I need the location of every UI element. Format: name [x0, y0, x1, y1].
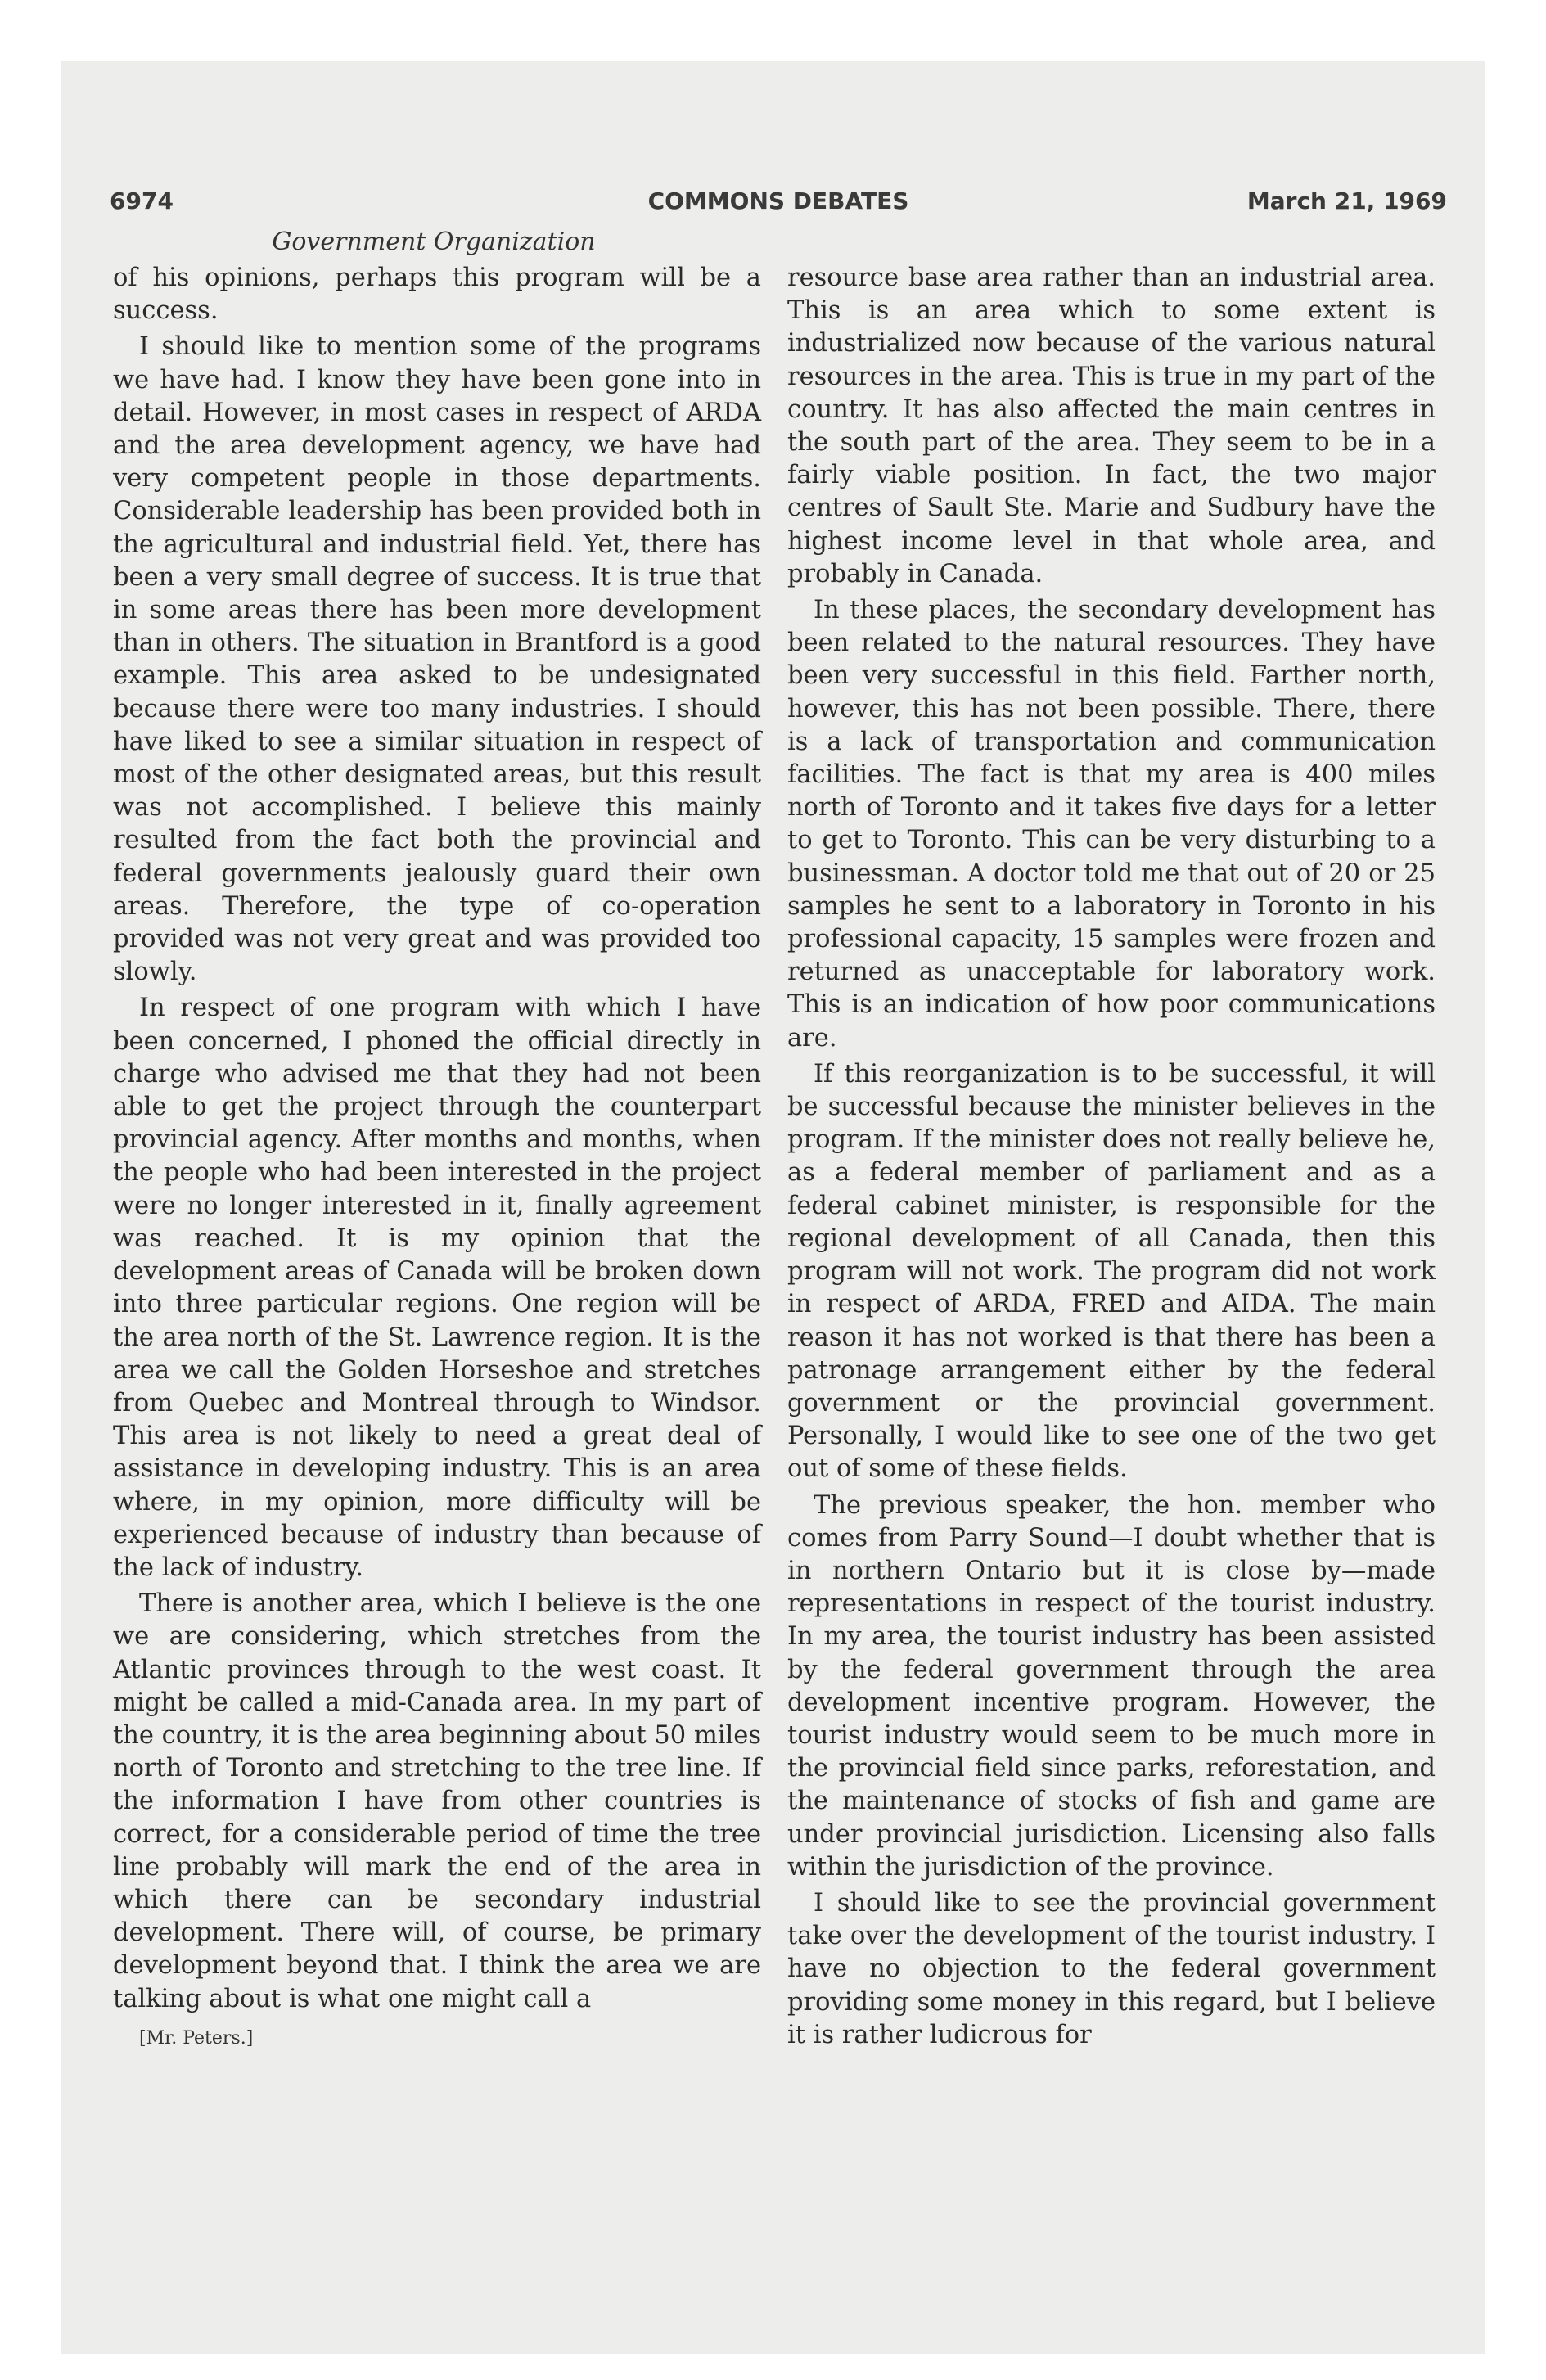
paragraph: resource base area rather than an industrial area. This is an area which to some extent is industrialized now because of the various natural resources in the area. This is true in my part of the country. It has also affected the main centres in the south part of the area. They seem to be in a fairly viable position. In fact, the two major centres of Sault Ste. Marie and Sudbury have the highest income level in that whole area, and probably in Canada.	[787, 264, 1436, 588]
page-date: March 21, 1969	[1246, 187, 1447, 214]
right-column	[787, 262, 1436, 2055]
paragraph: In these places, the secondary development has been related to the natural resources. They have been very successful in this field. Farther north, however, this has not been possible. There, there is a lack of transportation and communication facilities. The fact is that my area is 400 miles north of Toronto and it takes five days for a letter to get to Toronto. This can be very disturbing to a businessman. A doctor told me that out of 20 or 25 samples he sent to a laboratory in Toronto in his professional capacity, 15 samples were frozen and returned as unacceptable for laboratory work. This is an indication of how poor communications are.	[787, 596, 1436, 1053]
section-subheading: Government Organization	[272, 228, 596, 256]
publication-title: COMMONS DEBATES	[647, 187, 909, 214]
page-number: 6974	[110, 187, 174, 214]
paragraph: In respect of one program with which I have been concerned, I phoned the official directly in charge who advised me that they had not been able to get the project through the counterpart provincial agency. After months and months, when the people who had been interested in the project were no longer interested in it, finally agreement was reached. It is my opinion that the development areas of Canada will be broken down into three particular regions. One region will be the area north of the St. Lawrence region. It is the area we call the Golden Horseshoe and stretches from Quebec and Montreal through to Windsor. This area is not likely to need a great deal of assistance in developing industry. This is an area where, in my opinion, more difficulty will be experienced because of industry than because of the lack of industry.	[113, 994, 761, 1582]
left-column	[113, 262, 761, 2055]
paragraph: I should like to see the provincial government take over the development of the tourist industry. I have no objection to the federal government providing some money in this regard, but I believe it is rather ludicrous for	[787, 1888, 1436, 2049]
paragraph: There is another area, which I believe is the one we are considering, which stretches from the Atlantic provinces through to the west coast. It might be called a mid-Canada area. In my part of the country, it is the area beginning about 50 miles north of Toronto and stretching to the tree line. If the information I have from other countries is correct, for a considerable period of time the tree line probably will mark the end of the area in which there can be secondary industrial development. There will, of course, be primary development beyond that. I think the area we are talking about is what one might call a	[113, 1589, 761, 2013]
paragraph: The previous speaker, the hon. member who comes from Parry Sound—I doubt whether that is in northern Ontario but it is close by—made representations in respect of the tourist industry. In my area, the tourist industry has been assisted by the federal government through the area development incentive program. However, the tourist industry would seem to be much more in the provincial field since parks, reforestation, and the maintenance of stocks of fish and game are under provincial jurisdiction. Licensing also falls within the jurisdiction of the province.	[787, 1490, 1436, 1882]
speaker-reference: [Mr. Peters.]	[139, 2027, 254, 2049]
paragraph: If this reorganization is to be successful, it will be successful because the minister believes in the program. If the minister does not really believe he, as a federal member of parliament and as a federal cabinet minister, is responsible for the regional development of all Canada, then this program will not work. The program did not work in respect of ARDA, FRED and AIDA. The main reason it has not worked is that there has been a patronage arrangement either by the federal government or the provincial government. Personally, I would like to see one of the two get out of some of these fields.	[787, 1059, 1436, 1484]
paragraph: of his opinions, perhaps this program will be a success.	[113, 264, 761, 326]
paragraph: I should like to mention some of the programs we have had. I know they have been gone into in detail. However, in most cases in respect of ARDA and the area development agency, we have had very competent people in those departments. Considerable leadership has been provided both in the agricultural and industrial field. Yet, there has been a very small degree of success. It is true that in some areas there has been more development than in others. The situation in Brantford is a good example. This area asked to be undesignated because there were too many industries. I should have liked to see a similar situation in respect of most of the other designated areas, but this result was not accomplished. I believe this mainly resulted from the fact both the provincial and federal governments jealously guard their own areas. Therefore, the type of co-operation provided was not very great and was provided too slowly.	[113, 332, 761, 987]
page-header	[110, 187, 1447, 220]
